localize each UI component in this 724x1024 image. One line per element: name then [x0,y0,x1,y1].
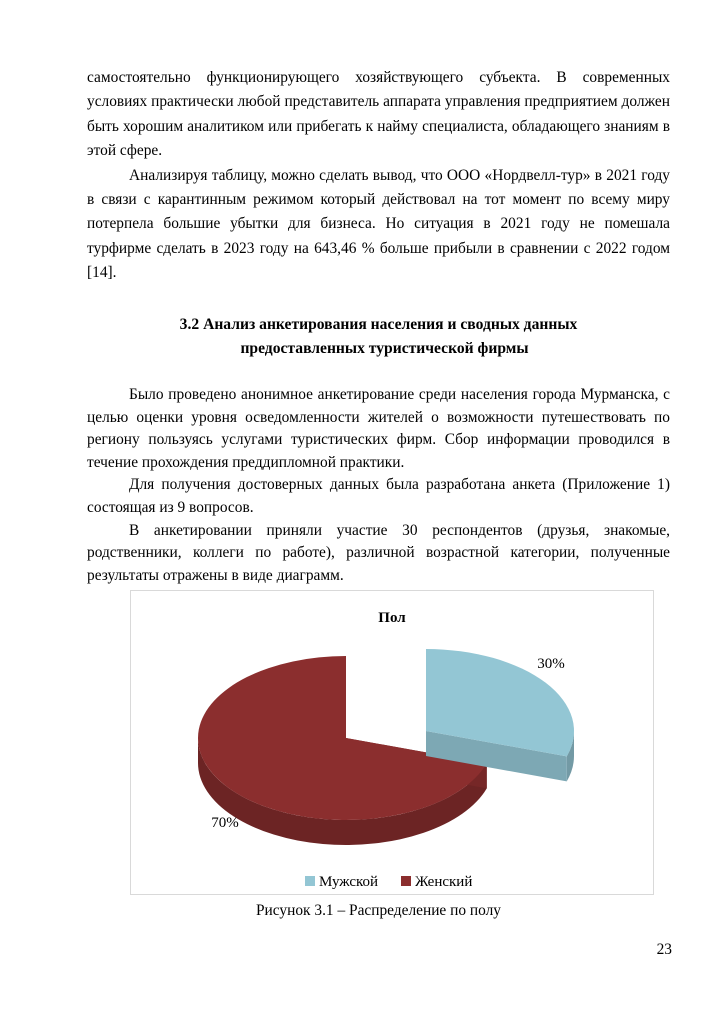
paragraph: Было проведено анонимное анкетирование среди населения города Мурманска, с целью оценки уровня осведомленности жителей о возможности путешествовать по региону пользуясь услугами туристических фирм. Сбор информации проводился в течение прохождения преддипломной практики. [87,386,670,471]
page-number: 23 [656,941,672,958]
body-text-bottom [87,384,670,587]
chart-title: Пол [378,610,406,626]
paragraph: Анализируя таблицу, можно сделать вывод, что ООО «Нордвелл-тур» в 2021 году в связи с карантинным режимом который действовал на тот момент по всему миру потерпела большие убытки для бизнеса. Но ситуация в 2021 году не помешала турфирме сделать в 2023 году на 643,46 % больше прибыли в сравнении с 2022 годом [14]. [87,166,670,282]
paragraph: В анкетировании приняли участие 30 респондентов (друзья, знакомые, родственники, коллеги по работе), различной возрастной категории, полученные результаты отражены в виде диаграмм. [87,521,670,584]
pie-chart [130,590,654,895]
pie-chart-svg [131,591,653,894]
section-heading-line1: 3.2 Анализ анкетирования населения и сводных данных [179,316,578,333]
section-heading [87,313,670,361]
legend-label-female: Женский [415,874,473,890]
body-text-top [87,66,670,286]
paragraph: самостоятельно функционирующего хозяйствующего субъекта. В современных условиях практически любой представитель аппарата управления предприятием должен быть хорошим аналитиком или прибегать к найму специалиста, обладающего знаниям в этой сфере. [87,69,670,160]
data-label-female: 70% [211,815,239,831]
legend-swatch-female [401,876,411,886]
paragraph: Для получения достоверных данных была разработана анкета (Приложение 1) состоящая из 9 вопросов. [87,476,670,516]
data-label-male: 30% [537,656,565,672]
section-heading-line2: предоставленных туристической фирмы [240,340,529,357]
legend-swatch-male [305,876,315,886]
figure-caption: Рисунок 3.1 – Распределение по полу [256,902,501,919]
legend-label-male: Мужской [319,874,379,890]
chart-legend [305,874,472,890]
